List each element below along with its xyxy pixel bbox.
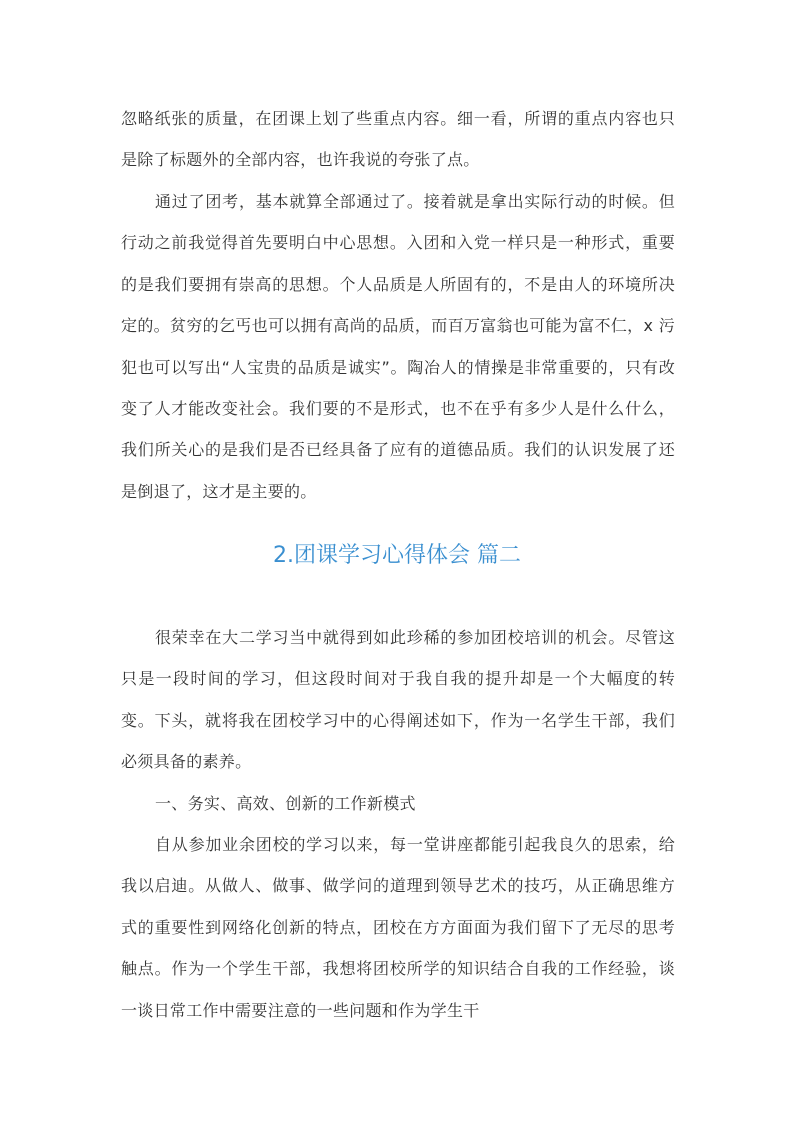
paragraph-tuankao: 通过了团考，基本就算全部通过了。接着就是拿出实际行动的时候。但行动之前我觉得首先要明白中心思想。入团和入党一样只是一种形式，重要的是我们要拥有崇高的思想。个人品质是人所固有的，不是由人的环境所决定的。贫穷的乞丐也可以拥有高尚的品质，而百万富翁也可能为富不仁，x 污犯也可以写出“人宝贵的品质是诚实”。陶冶人的情操是非常重要的，只有改变了人才能改变社会。我们要的不是形式，也不在乎有多少人是什么什么，我们所关心的是我们是否已经具备了应有的道德品质。我们的认识发展了还是倒退了，这才是主要的。 (121, 192, 675, 501)
section-heading: 2.团课学习心得体会 篇二 (273, 543, 521, 568)
paragraph-intro: 很荣幸在大二学习当中就得到如此珍稀的参加团校培训的机会。尽管这只是一段时间的学习，但这段时间对于我自我的提升却是一个大幅度的转变。下头，就将我在团校学习中的心得阐述如下，作为一名学生干部，我们必须具备的素养。 (121, 628, 675, 772)
paragraph-study: 自从参加业余团校的学习以来，每一堂讲座都能引起我良久的思索，给我以启迪。从做人、做事、做学问的道理到领导艺术的技巧，从正确思维方式的重要性到网络化创新的特点，团校在方方面面为我们留下了无尽的思考触点。作为一个学生干部，我想将团校所学的知识结合自我的工作经验，谈一谈日常工作中需要注意的一些问题和作为学生干 (121, 835, 675, 1020)
subheading-work-mode: 一、务实、高效、创新的工作新模式 (155, 794, 416, 813)
paragraph-continued: 忽略纸张的质量，在团课上划了些重点内容。细一看，所谓的重点内容也只是除了标题外的全部内容，也许我说的夸张了点。 (121, 109, 675, 170)
